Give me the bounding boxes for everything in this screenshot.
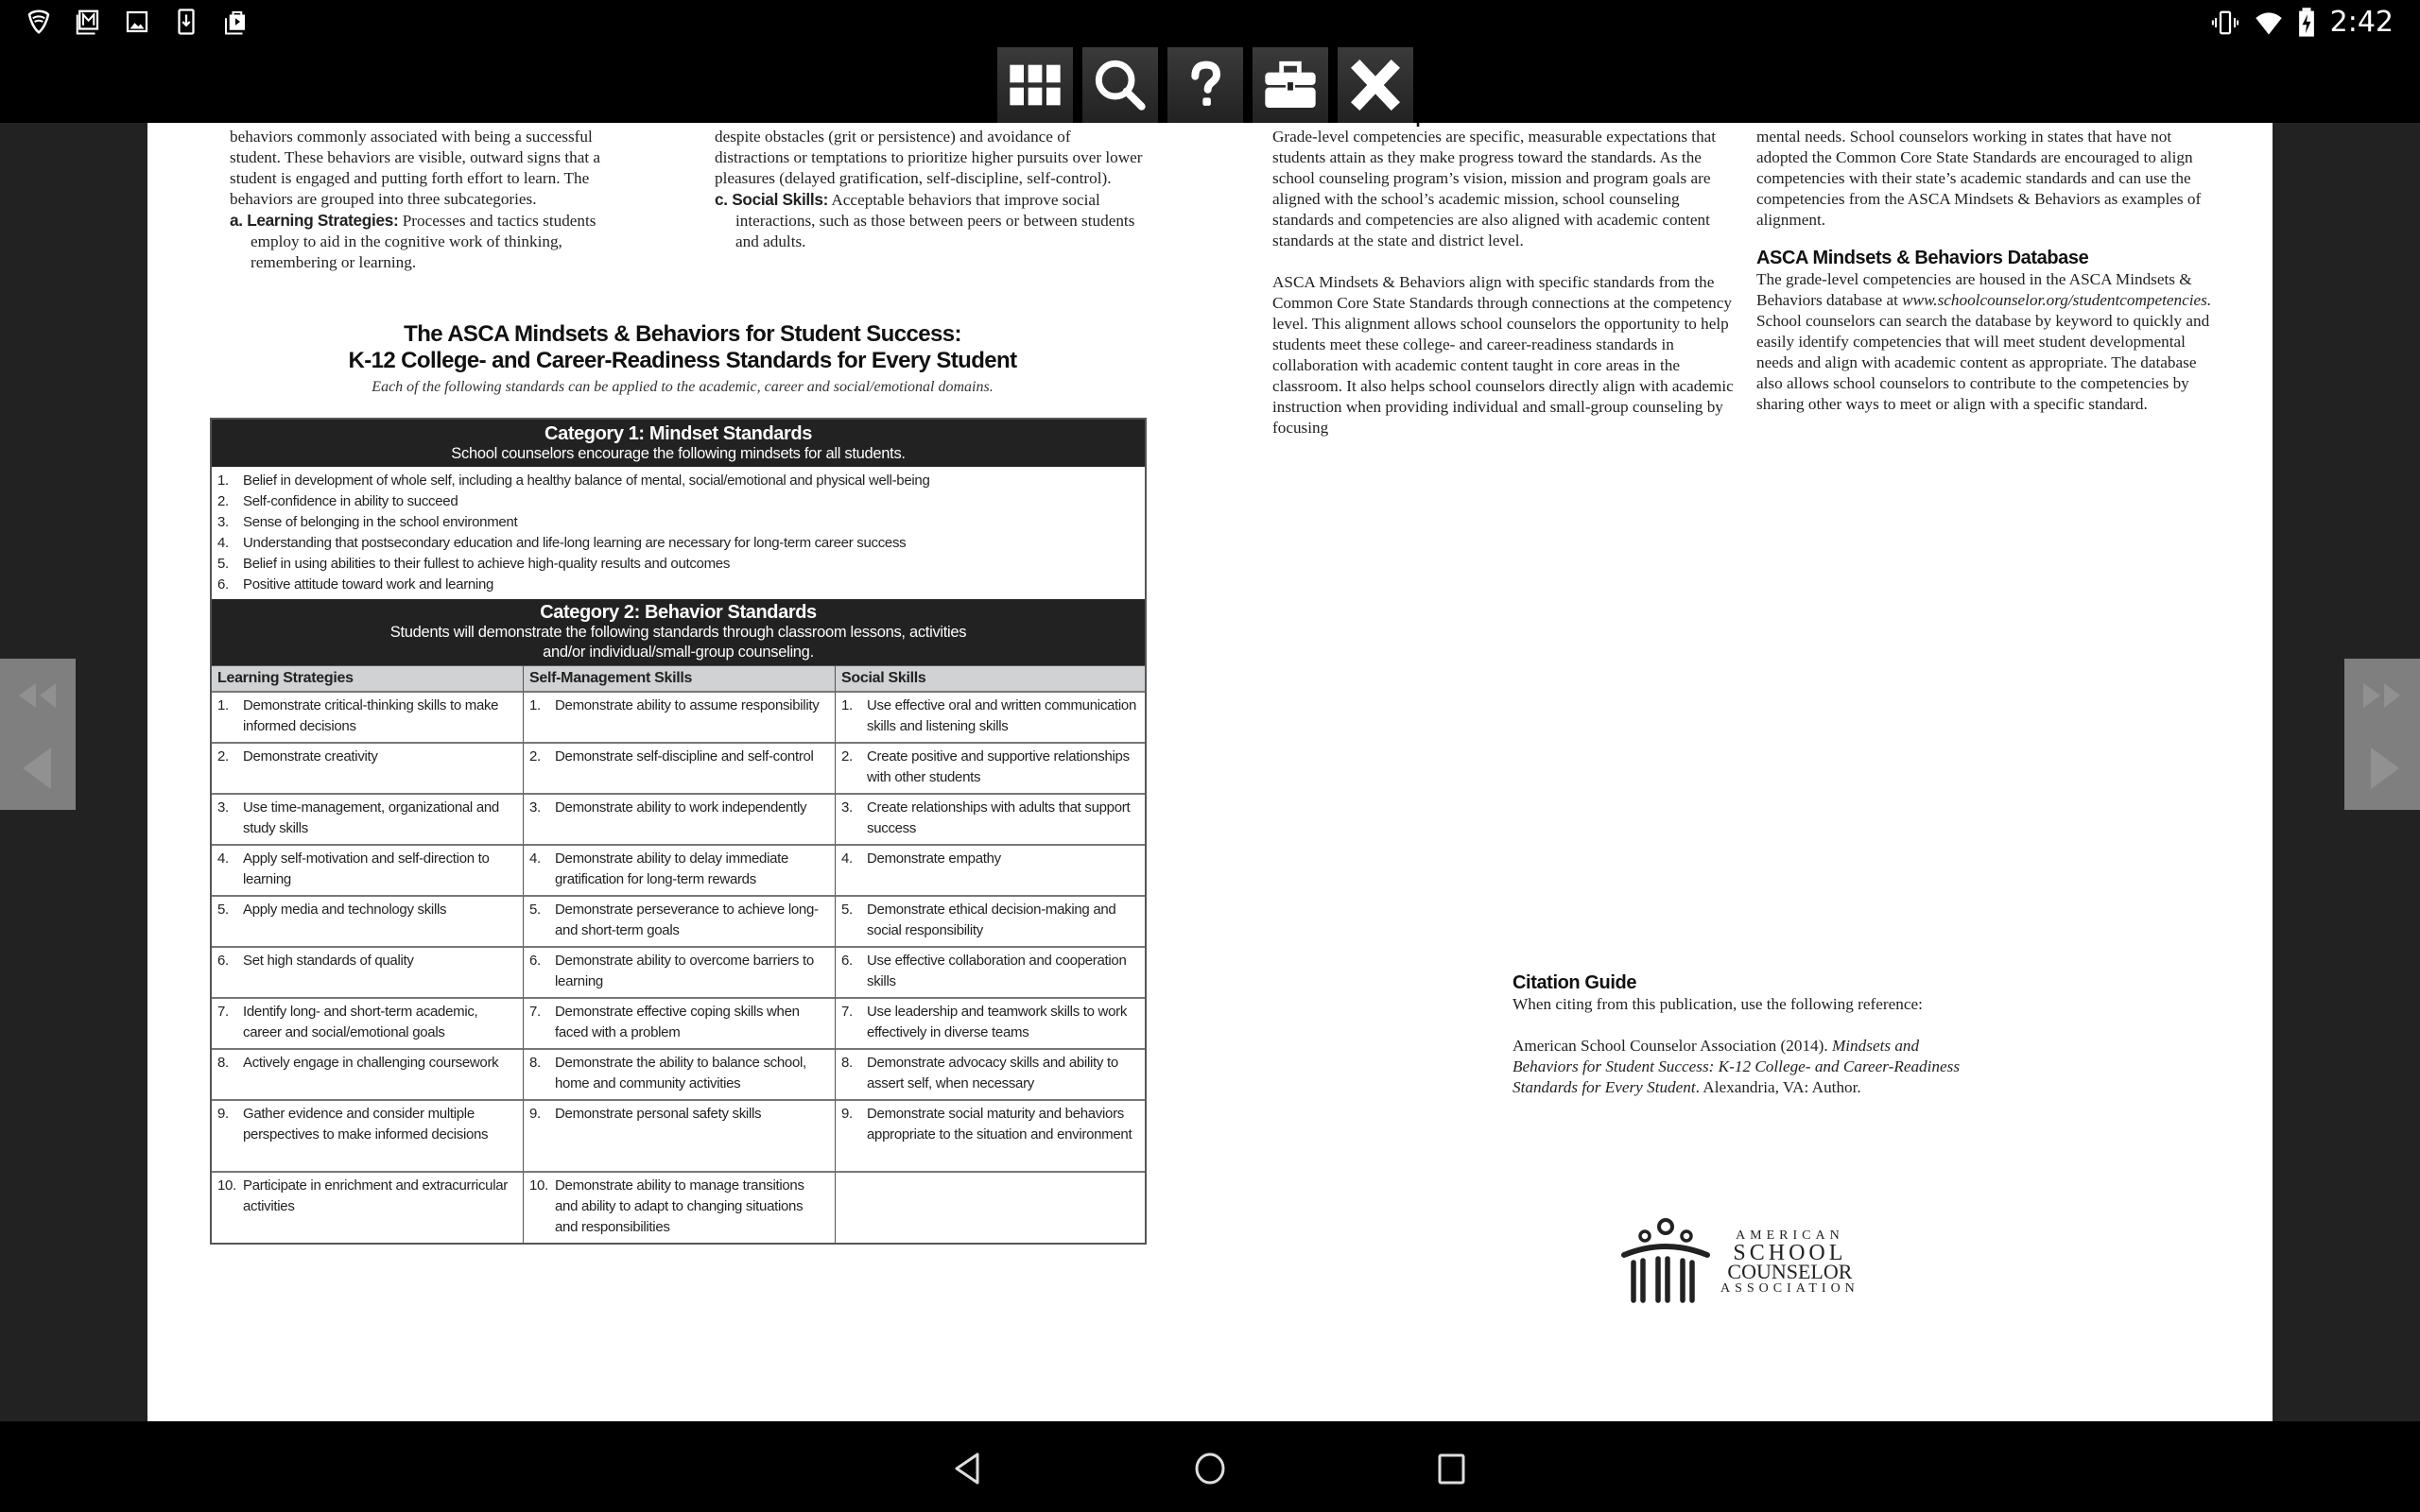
clock: 2:42 <box>2329 6 2394 39</box>
first-page-icon[interactable] <box>17 681 60 710</box>
mindset-item <box>217 533 1139 554</box>
table-cell <box>836 1171 1145 1243</box>
item-number: 7. <box>529 1004 541 1020</box>
alignment-paragraph-cont: mental needs. School counselors working in states that have not adopted the Common Core State Standards are encouraged to align competencies with their state’s academic standards and can use the competencies from the ASCA Mindsets & Behaviors as examples of alignment. <box>1756 128 2202 229</box>
next-page-icon[interactable] <box>2369 747 2401 789</box>
table-cell <box>212 742 524 793</box>
table-cell <box>524 844 836 895</box>
mindset-item <box>217 471 1139 491</box>
grid-icon <box>1005 55 1065 115</box>
search-button[interactable] <box>1082 47 1158 123</box>
behavior-standards-grid <box>212 665 1145 1243</box>
table-cell <box>212 895 524 946</box>
table-cell <box>524 691 836 742</box>
item-number: 2. <box>841 748 853 765</box>
item-text: Demonstrate social maturity and behaviors appropriate to the situation and environment <box>867 1106 1132 1143</box>
table-cell <box>836 997 1145 1048</box>
item-number: 3. <box>529 799 541 816</box>
item-number: 1. <box>217 697 229 713</box>
grade-level-paragraph: Grade-level competencies are specific, measurable expectations that students attain as they make progress toward the standards. As the school counseling program’s vision, mission and program goals are aligned with the school’s academic mission, school counseling standards and competencies are also aligned with academic content standards at the state and district level. <box>1272 128 1717 249</box>
table-cell <box>524 1048 836 1099</box>
database-link[interactable]: www.schoolcounselor.org/studentcompetencies. <box>1902 291 2212 309</box>
item-number: 5. <box>529 902 541 918</box>
battery-charging-icon <box>2298 8 2315 38</box>
mindset-item <box>217 575 1139 595</box>
item-text: Demonstrate empathy <box>867 850 1001 867</box>
mindset-item <box>217 512 1139 533</box>
item-number: 3. <box>217 514 229 530</box>
item-number: 5. <box>841 902 853 918</box>
category-2-header: Category 2: Behavior Standards Students will demonstrate the following standards through classroom lessons, activities and/or individual/small-group counseling. <box>212 599 1145 665</box>
column-header-learning-strategies: Learning Strategies <box>212 665 524 691</box>
item-number: 1. <box>217 472 229 489</box>
table-cell <box>836 691 1145 742</box>
wifi-icon <box>2255 8 2283 38</box>
column-header-social-skills: Social Skills <box>836 665 1145 691</box>
table-cell <box>836 1048 1145 1099</box>
table-cell <box>524 1171 836 1243</box>
item-number: 9. <box>529 1106 541 1122</box>
item-text: Gather evidence and consider multiple perspectives to make informed decisions <box>243 1106 489 1143</box>
standards-title: The ASCA Mindsets & Behaviors for Student Success: K-12 College- and Career-Readiness Standards for Every Student <box>348 321 1017 373</box>
item-text: Positive attitude toward work and learning <box>243 576 494 593</box>
table-cell <box>212 946 524 997</box>
intro-column-1 <box>230 127 646 273</box>
vibrate-icon <box>2211 8 2239 38</box>
item-number: 2. <box>217 748 229 765</box>
item-text: Demonstrate ethical decision-making and social responsibility <box>867 902 1116 938</box>
item-text: Apply media and technology skills <box>243 902 447 918</box>
table-cell <box>836 742 1145 793</box>
mindset-list <box>212 467 1145 599</box>
table-cell <box>212 1048 524 1099</box>
vpn-shield-icon <box>25 8 53 36</box>
item-text: Participate in enrichment and extracurricular activities <box>243 1177 508 1214</box>
item-number: 7. <box>841 1004 853 1020</box>
table-cell <box>836 946 1145 997</box>
item-number: 7. <box>217 1004 229 1020</box>
item-number: 8. <box>529 1055 541 1071</box>
item-text: Demonstrate personal safety skills <box>555 1106 762 1122</box>
item-text: Use leadership and teamwork skills to work effectively in diverse teams <box>867 1004 1128 1040</box>
standards-table <box>210 418 1147 1245</box>
asca-wordmark: AMERICAN SCHOOL COUNSELOR ASSOCIATION <box>1720 1228 1859 1296</box>
item-text: Sense of belonging in the school environment <box>243 514 518 530</box>
close-icon <box>1345 55 1406 115</box>
table-cell <box>524 895 836 946</box>
item-number: 3. <box>217 799 229 816</box>
item-number: 4. <box>841 850 853 867</box>
table-cell <box>212 1099 524 1171</box>
item-number: 4. <box>217 535 229 551</box>
item-text: Set high standards of quality <box>243 953 414 969</box>
table-cell <box>212 691 524 742</box>
item-text: Demonstrate effective coping skills when faced with a problem <box>555 1004 800 1040</box>
item-text: Create positive and supportive relationships with other students <box>867 748 1130 785</box>
citation-guide <box>1512 971 1985 1098</box>
recents-button[interactable] <box>1429 1446 1475 1491</box>
asca-pillars-icon <box>1618 1217 1713 1308</box>
citation-reference: American School Counselor Association (2014). Mindsets and Behaviors for Student Success: K-12 College- and Career-Readiness Standards for Every Student. Alexandria, VA: Author. <box>1512 1037 1961 1096</box>
right-column-1 <box>1272 108 1736 438</box>
home-button[interactable] <box>1187 1446 1233 1491</box>
help-button[interactable] <box>1167 47 1243 123</box>
item-number: 9. <box>217 1106 229 1122</box>
table-cell <box>524 1099 836 1171</box>
notification-icons <box>25 8 250 36</box>
table-cell <box>836 1099 1145 1171</box>
item-number: 9. <box>841 1106 853 1122</box>
table-cell <box>836 895 1145 946</box>
item-text: Demonstrate ability to assume responsibility <box>555 697 820 713</box>
asca-logo <box>1618 1217 1859 1308</box>
table-cell <box>524 997 836 1048</box>
item-text: Demonstrate advocacy skills and ability to assert self, when necessary <box>867 1055 1118 1091</box>
item-number: 1. <box>841 697 853 713</box>
table-cell <box>524 742 836 793</box>
item-text: Demonstrate ability to delay immediate gratification for long-term rewards <box>555 850 789 887</box>
item-number: 1. <box>529 697 541 713</box>
item-text: Demonstrate ability to work independently <box>555 799 807 816</box>
database-heading: ASCA Mindsets & Behaviors Database <box>1756 248 2089 268</box>
item-number: 4. <box>529 850 541 867</box>
item-number: 2. <box>217 493 229 509</box>
item-number: 8. <box>217 1055 229 1071</box>
item-text: Demonstrate creativity <box>243 748 378 765</box>
gmail-icon <box>74 8 102 36</box>
item-number: 10. <box>529 1177 548 1194</box>
right-page-nav <box>2344 659 2420 810</box>
item-number: 6. <box>217 953 229 969</box>
table-cell <box>524 793 836 844</box>
gallery-icon <box>123 8 151 36</box>
item-number: 5. <box>217 902 229 918</box>
standards-subtitle: Each of the following standards can be applied to the academic, career and social/emotional domains. <box>372 379 994 395</box>
item-text: Use effective oral and written communication skills and listening skills <box>867 697 1136 734</box>
database-paragraph: The grade-level competencies are housed in the ASCA Mindsets & Behaviors database at www.schoolcounselor.org/studentcompetencies. School counselors can search the database by keyword to quickly and easily identify competencies that will meet student developmental needs and align with academic content as appropriate. The database also allows school counselors to contribute to the competencies by sharing other ways to meet or align with a specific standard. <box>1756 270 2212 413</box>
item-number: 4. <box>217 850 229 867</box>
left-page-nav <box>0 659 76 810</box>
table-cell <box>836 844 1145 895</box>
table-cell <box>212 793 524 844</box>
social-skills-definition: c. Social Skills: Acceptable behaviors that improve social interactions, such as those between peers or between students and adults. <box>715 190 1135 250</box>
alignment-paragraph: ASCA Mindsets & Behaviors align with specific standards from the Common Core State Standards through connections at the competency level. This alignment allows school counselors the opportunity to help students meet these college- and career-readiness standards in collaboration with academic content taught in core areas in the classroom. It also helps school counselors directly align with academic instruction when providing individual and small-group counseling by focusing <box>1272 273 1734 437</box>
item-text: Belief in using abilities to their fullest to achieve high-quality results and outcomes <box>243 556 731 572</box>
item-number: 6. <box>529 953 541 969</box>
previous-page-icon[interactable] <box>21 747 53 789</box>
help-icon <box>1175 55 1236 115</box>
item-text: Demonstrate the ability to balance school, home and community activities <box>555 1055 806 1091</box>
table-cell <box>212 997 524 1048</box>
grid-view-button[interactable] <box>997 47 1073 123</box>
item-text: Actively engage in challenging coursework <box>243 1055 499 1071</box>
item-text: Demonstrate critical-thinking skills to make informed decisions <box>243 697 499 734</box>
download-icon <box>172 8 200 36</box>
item-text: Identify long- and short-term academic, career and social/emotional goals <box>243 1004 478 1040</box>
item-text: Belief in development of whole self, including a healthy balance of mental, social/emotional and physical well-being <box>243 472 930 489</box>
intro-text-1: behaviors commonly associated with being a successful student. These behaviors are visible, outward signs that a student is engaged and putting forth effort to learn. The behaviors are grouped into three subcategories. <box>230 128 601 208</box>
close-button[interactable] <box>1338 47 1413 123</box>
citation-heading: Citation Guide <box>1512 972 1637 993</box>
item-number: 8. <box>841 1055 853 1071</box>
item-text: Use effective collaboration and cooperation skills <box>867 953 1127 989</box>
table-cell <box>524 946 836 997</box>
shopping-bag-icon <box>221 8 250 36</box>
item-text: Demonstrate perseverance to achieve long- and short-term goals <box>555 902 819 938</box>
status-bar <box>0 0 2420 45</box>
item-text: Create relationships with adults that support success <box>867 799 1131 836</box>
column-header-self-management: Self-Management Skills <box>524 665 836 691</box>
table-cell <box>836 793 1145 844</box>
item-text: Use time-management, organizational and study skills <box>243 799 499 836</box>
intro-column-2 <box>715 127 1150 252</box>
intro-text-2: despite obstacles (grit or persistence) and avoidance of distractions or temptations to prioritize higher pursuits over lower pleasures (delayed gratification, self-discipline, self-control). <box>715 128 1143 187</box>
item-text: Understanding that postsecondary education and life-long learning are necessary for long-term career success <box>243 535 907 551</box>
back-button[interactable] <box>945 1446 991 1491</box>
item-number: 3. <box>841 799 853 816</box>
item-text: Apply self-motivation and self-direction to learning <box>243 850 490 887</box>
item-number: 2. <box>529 748 541 765</box>
item-text: Demonstrate ability to manage transitions and ability to adapt to changing situations and responsibilities <box>555 1177 804 1235</box>
viewer-toolbar <box>997 47 1413 123</box>
item-text: Self-confidence in ability to succeed <box>243 493 458 509</box>
mindset-item <box>217 554 1139 575</box>
citation-intro: When citing from this publication, use the following reference: <box>1512 995 1923 1013</box>
mindset-item <box>217 491 1139 512</box>
table-cell <box>212 1171 524 1243</box>
item-number: 5. <box>217 556 229 572</box>
last-page-icon[interactable] <box>2361 681 2405 710</box>
table-cell <box>212 844 524 895</box>
item-number: 6. <box>217 576 229 593</box>
category-1-header: Category 1: Mindset Standards School counselors encourage the following mindsets for all students. <box>212 420 1145 467</box>
item-text: Demonstrate self-discipline and self-control <box>555 748 814 765</box>
item-number: 10. <box>217 1177 236 1194</box>
learning-strategies-definition: a. Learning Strategies: Processes and tactics students employ to aid in the cognitive work of thinking, remembering or learning. <box>230 211 596 271</box>
item-number: 6. <box>841 953 853 969</box>
item-text: Demonstrate ability to overcome barriers to learning <box>555 953 814 989</box>
right-column-2 <box>1756 127 2220 415</box>
toolbox-icon <box>1260 55 1321 115</box>
system-status-icons <box>2211 6 2394 39</box>
item-number <box>841 1176 867 1238</box>
android-nav-bar <box>0 1421 2420 1512</box>
search-icon <box>1090 55 1150 115</box>
tools-button[interactable] <box>1253 47 1328 123</box>
